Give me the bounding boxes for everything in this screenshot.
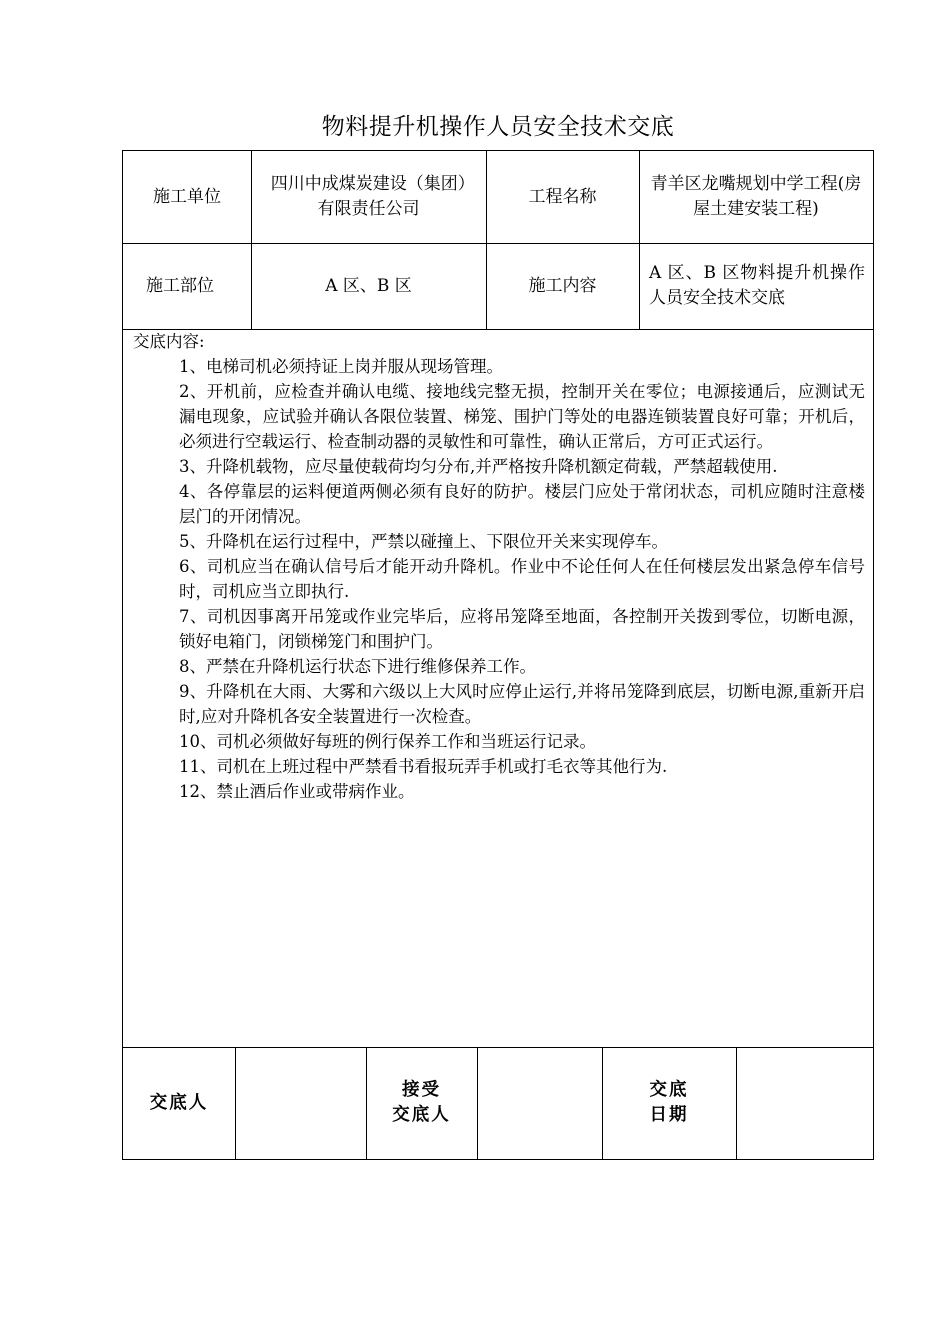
construction-unit-value: 四川中成煤炭建设（集团）有限责任公司 bbox=[270, 174, 467, 219]
content-item: 7、司机因事离开吊笼或作业完毕后，应将吊笼降至地面，各控制开关拨到零位，切断电源，锁好电箱门，闭锁梯笼门和围护门。 bbox=[179, 607, 865, 651]
date-label-line2: 日期 bbox=[649, 1105, 689, 1125]
construction-area-value: A 区、B 区 bbox=[325, 275, 412, 296]
content-heading: 交底内容: bbox=[133, 332, 205, 351]
project-name-label: 工程名称 bbox=[528, 186, 597, 207]
construction-unit-label: 施工单位 bbox=[153, 186, 221, 207]
content-item: 12、禁止酒后作业或带病作业。 bbox=[179, 782, 415, 801]
construction-area-label: 施工部位 bbox=[146, 275, 214, 296]
disclosure-date-value bbox=[736, 1047, 873, 1159]
construction-content-label: 施工内容 bbox=[528, 275, 597, 296]
recipient-label-line1: 接受 bbox=[402, 1080, 441, 1100]
content-item: 10、司机必须做好每班的例行保养工作和当班运行记录。 bbox=[179, 732, 596, 751]
content-item: 6、司机应当在确认信号后才能开动升降机。作业中不论任何人在任何楼层发出紧急停车信号时，司机应当立即执行. bbox=[179, 557, 865, 601]
recipient-label bbox=[366, 1047, 477, 1159]
project-name-value: 青羊区龙嘴规划中学工程(房屋土建安装工程) bbox=[650, 174, 862, 219]
date-label-line1: 交底 bbox=[649, 1080, 689, 1100]
content-item: 3、升降机载物，应尽量使载荷均匀分布,并严格按升降机额定荷载，严禁超载使用. bbox=[179, 457, 778, 476]
content-item: 11、司机在上班过程中严禁看书看报玩弄手机或打毛衣等其他行为. bbox=[179, 757, 668, 776]
document-title: 物料提升机操作人员安全技术交底 bbox=[321, 114, 675, 140]
disclosure-table bbox=[122, 150, 874, 1160]
recipient-label-line2: 交底人 bbox=[392, 1105, 451, 1125]
construction-content-value: A 区、B 区物料提升机操作人员安全技术交底 bbox=[649, 263, 865, 308]
disclosure-content bbox=[131, 329, 865, 804]
discloser-label: 交底人 bbox=[149, 1092, 209, 1113]
content-item: 4、各停靠层的运料便道两侧必须有良好的防护。楼层门应处于常闭状态，司机应随时注意楼层门的开闭情况。 bbox=[179, 482, 865, 526]
content-item: 2、开机前，应检查并确认电缆、接地线完整无损，控制开关在零位；电源接通后，应测试无漏电现象，应试验并确认各限位装置、梯笼、围护门等处的电器连锁装置良好可靠；开机后，必须进行空载运行、检查制动器的灵敏性和可靠性，确认正常后，方可正式运行。 bbox=[179, 382, 865, 451]
discloser-signature bbox=[235, 1047, 366, 1159]
content-item: 9、升降机在大雨、大雾和六级以上大风时应停止运行,并将吊笼降到底层，切断电源,重新开启时,应对升降机各安全装置进行一次检查。 bbox=[179, 682, 865, 726]
content-item: 1、电梯司机必须持证上岗并服从现场管理。 bbox=[179, 357, 503, 376]
disclosure-date-label bbox=[602, 1047, 736, 1159]
content-item: 8、严禁在升降机运行状态下进行维修保养工作。 bbox=[179, 657, 536, 676]
recipient-signature bbox=[477, 1047, 602, 1159]
content-item: 5、升降机在运行过程中，严禁以碰撞上、下限位开关来实现停车。 bbox=[179, 532, 668, 551]
